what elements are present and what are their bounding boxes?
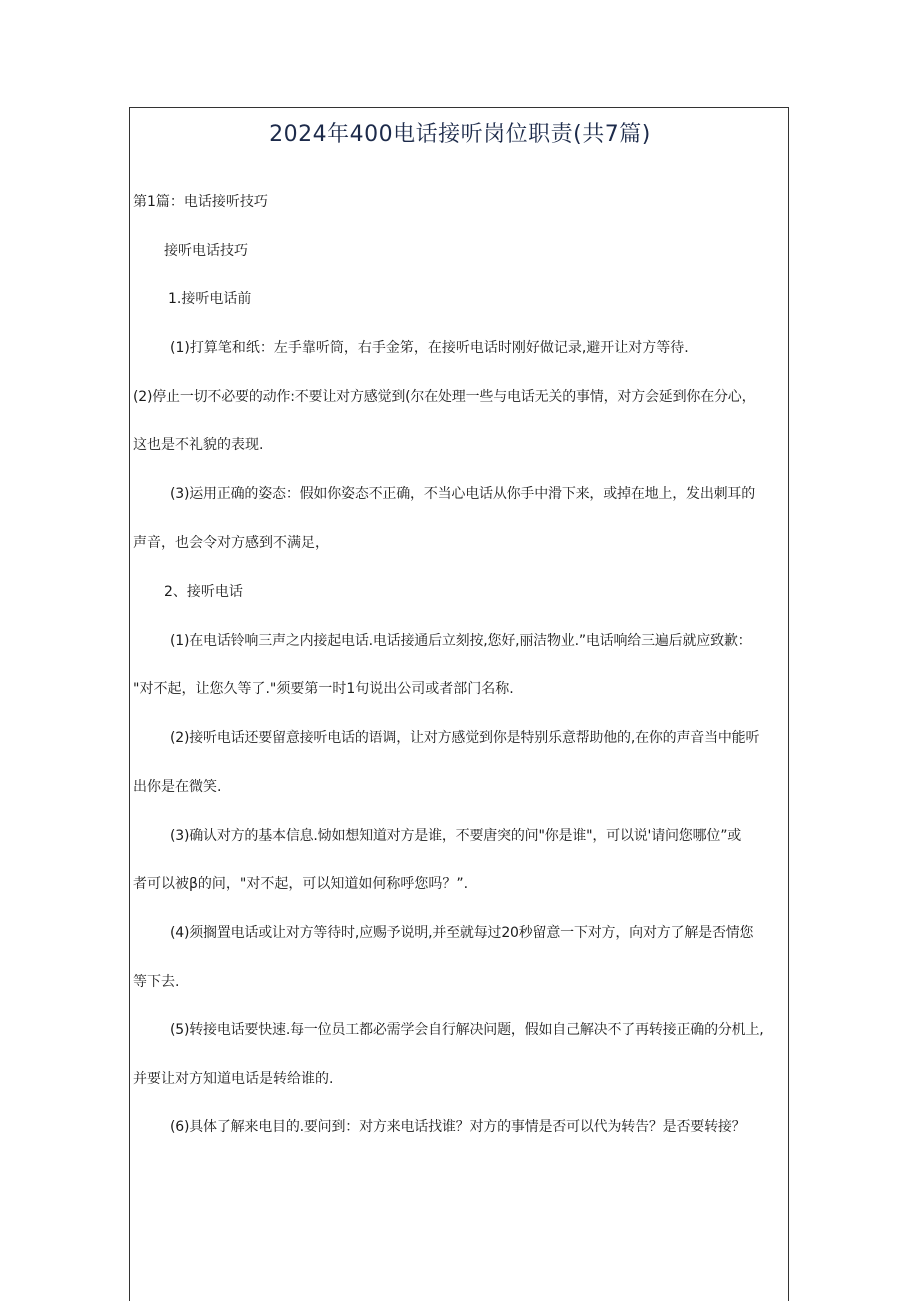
paragraph-line: 出你是在微笑. xyxy=(133,779,222,795)
subheading-answering-call: 2、接听电话 xyxy=(164,584,243,600)
document-title: 2024年400电话接听岗位职责(共7篇) xyxy=(269,122,651,147)
paragraph-line: (3)确认对方的基本信息.恸如想知道对方是谁，不要唐突的问"你是谁"，可以说'请问您哪位”或 xyxy=(170,828,742,844)
paragraph-line: 并要让对方知道电话是转给谁的. xyxy=(133,1071,334,1087)
subheading-before-answering: 1.接听电话前 xyxy=(168,291,252,307)
paragraph-line: (1)在电话铃响三声之内接起电话.电话接通后立刻按,您好,丽洁物业.”电话响给三遍后就应致歉： xyxy=(170,633,752,649)
paragraph-line: (6)具体了解来电目的.要问到：对方来电话找谁？对方的事情是否可以代为转告？是否要转接？ xyxy=(170,1119,746,1135)
paragraph-line: 者可以被β的问，"对不起，可以知道如何称呼您吗？”. xyxy=(133,876,469,892)
paragraph-line: 等下去. xyxy=(133,974,180,990)
paragraph-line: (4)须搁置电话或让对方等待时,应赐予说明,并至就每过20秒留意一下对方，向对方了解是否情您 xyxy=(170,925,754,941)
paragraph-line: (3)运用正确的姿态：假如你姿态不正确，不当心电话从你手中滑下来，或掉在地上，发出刺耳的 xyxy=(170,486,756,502)
paragraph-line: 这也是不礼貌的表现. xyxy=(133,437,264,453)
paragraph-line: (2)接听电话还要留意接听电话的语调，让对方感觉到你是特别乐意帮助他的,在你的声音当中能听 xyxy=(170,730,760,746)
paragraph-line: "对不起，让您久等了."须要第一时1句说出公司或者部门名称. xyxy=(133,681,514,697)
paragraph-line: 声音，也会令对方感到不满足， xyxy=(133,535,329,551)
subheading-answering-tips: 接听电话技巧 xyxy=(164,243,248,259)
paragraph-line: (5)转接电话要快速.每一位员工都必需学会自行解决问题，假如自己解决不了再转接正确的分机上, xyxy=(170,1022,764,1038)
paragraph-line: (1)打算笔和纸：左手靠听筒，右手金笫，在接听电话时刚好做记录,避开让对方等待. xyxy=(170,340,689,356)
paragraph-line: (2)停止一切不必要的动作:不要让对方感觉到(尔在处理一些与电话无关的事情，对方会延到你在分心， xyxy=(133,389,756,405)
section-heading-1: 第1篇：电话接听技巧 xyxy=(133,194,268,210)
